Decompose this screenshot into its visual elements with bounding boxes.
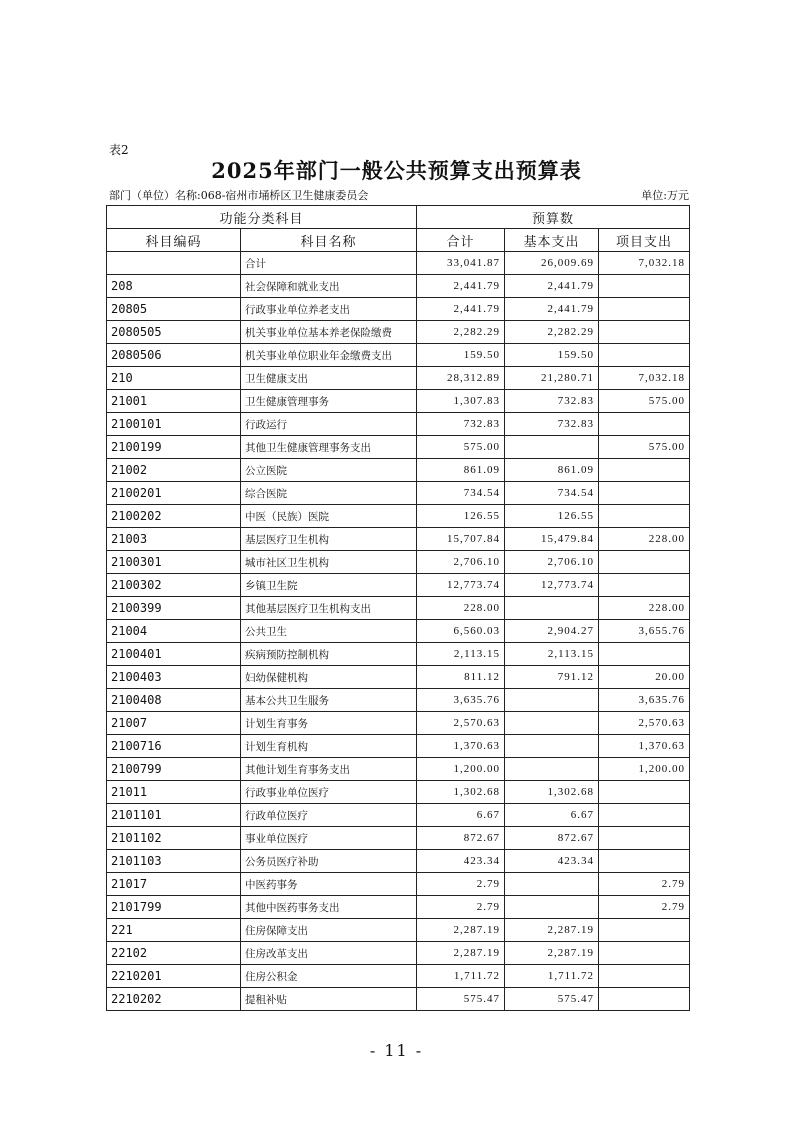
cell-total: 2,706.10 (417, 551, 505, 574)
header-budget-amount: 预算数 (417, 206, 690, 229)
cell-basic: 15,479.84 (505, 528, 599, 551)
cell-name: 行政运行 (241, 413, 417, 436)
cell-total: 159.50 (417, 344, 505, 367)
cell-code: 210 (107, 367, 241, 390)
cell-basic: 2,287.19 (505, 942, 599, 965)
table-row (107, 551, 690, 574)
cell-name: 其他基层医疗卫生机构支出 (241, 597, 417, 620)
cell-total: 575.47 (417, 988, 505, 1011)
table-row (107, 873, 690, 896)
table-row (107, 965, 690, 988)
table-row (107, 413, 690, 436)
cell-total: 6.67 (417, 804, 505, 827)
cell-name: 事业单位医疗 (241, 827, 417, 850)
cell-basic: 159.50 (505, 344, 599, 367)
cell-basic: 2,113.15 (505, 643, 599, 666)
cell-total: 1,307.83 (417, 390, 505, 413)
cell-name: 基层医疗卫生机构 (241, 528, 417, 551)
cell-basic: 12,773.74 (505, 574, 599, 597)
table-row (107, 505, 690, 528)
table-row (107, 298, 690, 321)
cell-code: 21011 (107, 781, 241, 804)
cell-code: 2101103 (107, 850, 241, 873)
cell-total: 2,287.19 (417, 942, 505, 965)
table-row (107, 689, 690, 712)
cell-basic: 791.12 (505, 666, 599, 689)
cell-project (599, 827, 690, 850)
cell-total: 126.55 (417, 505, 505, 528)
cell-code: 2080505 (107, 321, 241, 344)
cell-project: 3,635.76 (599, 689, 690, 712)
table-row (107, 781, 690, 804)
table-row (107, 344, 690, 367)
cell-code: 21002 (107, 459, 241, 482)
cell-project: 228.00 (599, 597, 690, 620)
cell-total: 732.83 (417, 413, 505, 436)
cell-name: 其他中医药事务支出 (241, 896, 417, 919)
cell-basic: 1,302.68 (505, 781, 599, 804)
cell-project (599, 781, 690, 804)
cell-basic: 21,280.71 (505, 367, 599, 390)
table-row (107, 988, 690, 1011)
cell-basic: 26,009.69 (505, 252, 599, 275)
cell-name: 住房保障支出 (241, 919, 417, 942)
cell-basic (505, 873, 599, 896)
cell-basic (505, 712, 599, 735)
cell-code: 2100399 (107, 597, 241, 620)
department-name: 部门（单位）名称:068-宿州市埇桥区卫生健康委员会 (109, 189, 369, 202)
cell-project: 1,370.63 (599, 735, 690, 758)
table-row (107, 850, 690, 873)
budget-table-body (107, 252, 690, 1011)
cell-basic: 2,904.27 (505, 620, 599, 643)
cell-basic: 2,441.79 (505, 298, 599, 321)
cell-name: 住房改革支出 (241, 942, 417, 965)
table-row (107, 942, 690, 965)
cell-basic: 1,711.72 (505, 965, 599, 988)
cell-code: 208 (107, 275, 241, 298)
cell-name: 卫生健康管理事务 (241, 390, 417, 413)
cell-project (599, 804, 690, 827)
cell-project: 3,655.76 (599, 620, 690, 643)
table-row (107, 459, 690, 482)
cell-total: 6,560.03 (417, 620, 505, 643)
header-basic: 基本支出 (505, 229, 599, 252)
table-row (107, 827, 690, 850)
cell-total: 861.09 (417, 459, 505, 482)
table-row (107, 482, 690, 505)
cell-total: 423.34 (417, 850, 505, 873)
cell-total: 2,287.19 (417, 919, 505, 942)
header-code: 科目编码 (107, 229, 241, 252)
cell-project: 7,032.18 (599, 367, 690, 390)
cell-name: 机关事业单位基本养老保险缴费 (241, 321, 417, 344)
cell-name: 其他计划生育事务支出 (241, 758, 417, 781)
cell-total: 811.12 (417, 666, 505, 689)
cell-project (599, 574, 690, 597)
cell-total: 734.54 (417, 482, 505, 505)
cell-project (599, 275, 690, 298)
cell-total: 2,441.79 (417, 298, 505, 321)
header-function-classification: 功能分类科目 (107, 206, 417, 229)
cell-code: 2080506 (107, 344, 241, 367)
cell-project: 20.00 (599, 666, 690, 689)
cell-name: 综合医院 (241, 482, 417, 505)
cell-code: 2100202 (107, 505, 241, 528)
cell-basic (505, 735, 599, 758)
table-row (107, 896, 690, 919)
budget-table (106, 205, 690, 1011)
cell-total: 2,113.15 (417, 643, 505, 666)
cell-name: 住房公积金 (241, 965, 417, 988)
cell-code: 2100401 (107, 643, 241, 666)
cell-code: 2210202 (107, 988, 241, 1011)
page-title: 2025年部门一般公共预算支出预算表 (211, 158, 582, 183)
cell-code: 2210201 (107, 965, 241, 988)
table-row (107, 666, 690, 689)
table-row (107, 321, 690, 344)
cell-code: 2100716 (107, 735, 241, 758)
table-row (107, 712, 690, 735)
table-row (107, 252, 690, 275)
cell-project: 228.00 (599, 528, 690, 551)
cell-name: 合计 (241, 252, 417, 275)
cell-code: 2101102 (107, 827, 241, 850)
cell-name: 中医（民族）医院 (241, 505, 417, 528)
cell-total: 2,441.79 (417, 275, 505, 298)
cell-total: 15,707.84 (417, 528, 505, 551)
table-row (107, 367, 690, 390)
table-row (107, 528, 690, 551)
page-number: - 11 - (369, 1041, 424, 1060)
cell-project (599, 459, 690, 482)
cell-code: 2100199 (107, 436, 241, 459)
table-row (107, 390, 690, 413)
cell-name: 计划生育事务 (241, 712, 417, 735)
table-row (107, 804, 690, 827)
cell-total: 1,302.68 (417, 781, 505, 804)
cell-project (599, 965, 690, 988)
cell-basic: 423.34 (505, 850, 599, 873)
table-row (107, 574, 690, 597)
cell-basic: 126.55 (505, 505, 599, 528)
cell-total: 33,041.87 (417, 252, 505, 275)
cell-total: 228.00 (417, 597, 505, 620)
cell-project: 1,200.00 (599, 758, 690, 781)
cell-basic: 861.09 (505, 459, 599, 482)
cell-basic: 6.67 (505, 804, 599, 827)
cell-project (599, 344, 690, 367)
cell-project (599, 919, 690, 942)
cell-code (107, 252, 241, 275)
cell-code: 2100799 (107, 758, 241, 781)
cell-code: 221 (107, 919, 241, 942)
cell-code: 2100301 (107, 551, 241, 574)
table-row (107, 735, 690, 758)
cell-name: 妇幼保健机构 (241, 666, 417, 689)
cell-name: 公立医院 (241, 459, 417, 482)
cell-project (599, 551, 690, 574)
cell-total: 1,711.72 (417, 965, 505, 988)
cell-name: 行政单位医疗 (241, 804, 417, 827)
cell-code: 22102 (107, 942, 241, 965)
cell-basic (505, 758, 599, 781)
table-row (107, 275, 690, 298)
cell-project: 575.00 (599, 390, 690, 413)
unit-label: 单位:万元 (641, 189, 689, 202)
cell-name: 行政事业单位医疗 (241, 781, 417, 804)
cell-name: 其他卫生健康管理事务支出 (241, 436, 417, 459)
cell-total: 575.00 (417, 436, 505, 459)
cell-basic (505, 597, 599, 620)
cell-basic: 732.83 (505, 390, 599, 413)
cell-total: 2.79 (417, 896, 505, 919)
table-label: 表2 (109, 143, 129, 157)
cell-name: 提租补贴 (241, 988, 417, 1011)
cell-project (599, 850, 690, 873)
cell-code: 2100201 (107, 482, 241, 505)
cell-project (599, 321, 690, 344)
cell-project (599, 298, 690, 321)
cell-name: 中医药事务 (241, 873, 417, 896)
cell-code: 21001 (107, 390, 241, 413)
cell-project: 7,032.18 (599, 252, 690, 275)
cell-basic (505, 896, 599, 919)
cell-project: 2.79 (599, 873, 690, 896)
cell-basic: 2,287.19 (505, 919, 599, 942)
table-row (107, 597, 690, 620)
cell-name: 机关事业单位职业年金缴费支出 (241, 344, 417, 367)
cell-name: 计划生育机构 (241, 735, 417, 758)
header-total: 合计 (417, 229, 505, 252)
cell-name: 行政事业单位养老支出 (241, 298, 417, 321)
cell-total: 2,282.29 (417, 321, 505, 344)
cell-code: 21004 (107, 620, 241, 643)
table-row (107, 919, 690, 942)
cell-total: 12,773.74 (417, 574, 505, 597)
cell-name: 疾病预防控制机构 (241, 643, 417, 666)
cell-total: 1,370.63 (417, 735, 505, 758)
cell-code: 2101799 (107, 896, 241, 919)
cell-code: 2100403 (107, 666, 241, 689)
cell-total: 28,312.89 (417, 367, 505, 390)
cell-basic (505, 436, 599, 459)
cell-code: 2100408 (107, 689, 241, 712)
cell-total: 872.67 (417, 827, 505, 850)
cell-basic: 732.83 (505, 413, 599, 436)
cell-code: 2100302 (107, 574, 241, 597)
cell-basic (505, 689, 599, 712)
cell-name: 城市社区卫生机构 (241, 551, 417, 574)
cell-name: 社会保障和就业支出 (241, 275, 417, 298)
cell-name: 公共卫生 (241, 620, 417, 643)
cell-name: 乡镇卫生院 (241, 574, 417, 597)
cell-project (599, 643, 690, 666)
cell-project: 2,570.63 (599, 712, 690, 735)
cell-project (599, 942, 690, 965)
cell-name: 卫生健康支出 (241, 367, 417, 390)
cell-project (599, 505, 690, 528)
cell-total: 2,570.63 (417, 712, 505, 735)
cell-code: 2101101 (107, 804, 241, 827)
cell-project (599, 482, 690, 505)
table-row (107, 620, 690, 643)
table-row (107, 436, 690, 459)
cell-basic: 734.54 (505, 482, 599, 505)
cell-code: 21017 (107, 873, 241, 896)
cell-code: 2100101 (107, 413, 241, 436)
cell-basic: 872.67 (505, 827, 599, 850)
cell-project: 575.00 (599, 436, 690, 459)
cell-basic: 575.47 (505, 988, 599, 1011)
cell-code: 21003 (107, 528, 241, 551)
cell-code: 20805 (107, 298, 241, 321)
cell-basic: 2,441.79 (505, 275, 599, 298)
cell-total: 1,200.00 (417, 758, 505, 781)
header-name: 科目名称 (241, 229, 417, 252)
table-row (107, 643, 690, 666)
cell-total: 3,635.76 (417, 689, 505, 712)
cell-project (599, 988, 690, 1011)
cell-project (599, 413, 690, 436)
cell-basic: 2,282.29 (505, 321, 599, 344)
table-row (107, 758, 690, 781)
cell-code: 21007 (107, 712, 241, 735)
cell-name: 公务员医疗补助 (241, 850, 417, 873)
cell-name: 基本公共卫生服务 (241, 689, 417, 712)
cell-total: 2.79 (417, 873, 505, 896)
header-project: 项目支出 (599, 229, 690, 252)
cell-basic: 2,706.10 (505, 551, 599, 574)
cell-project: 2.79 (599, 896, 690, 919)
